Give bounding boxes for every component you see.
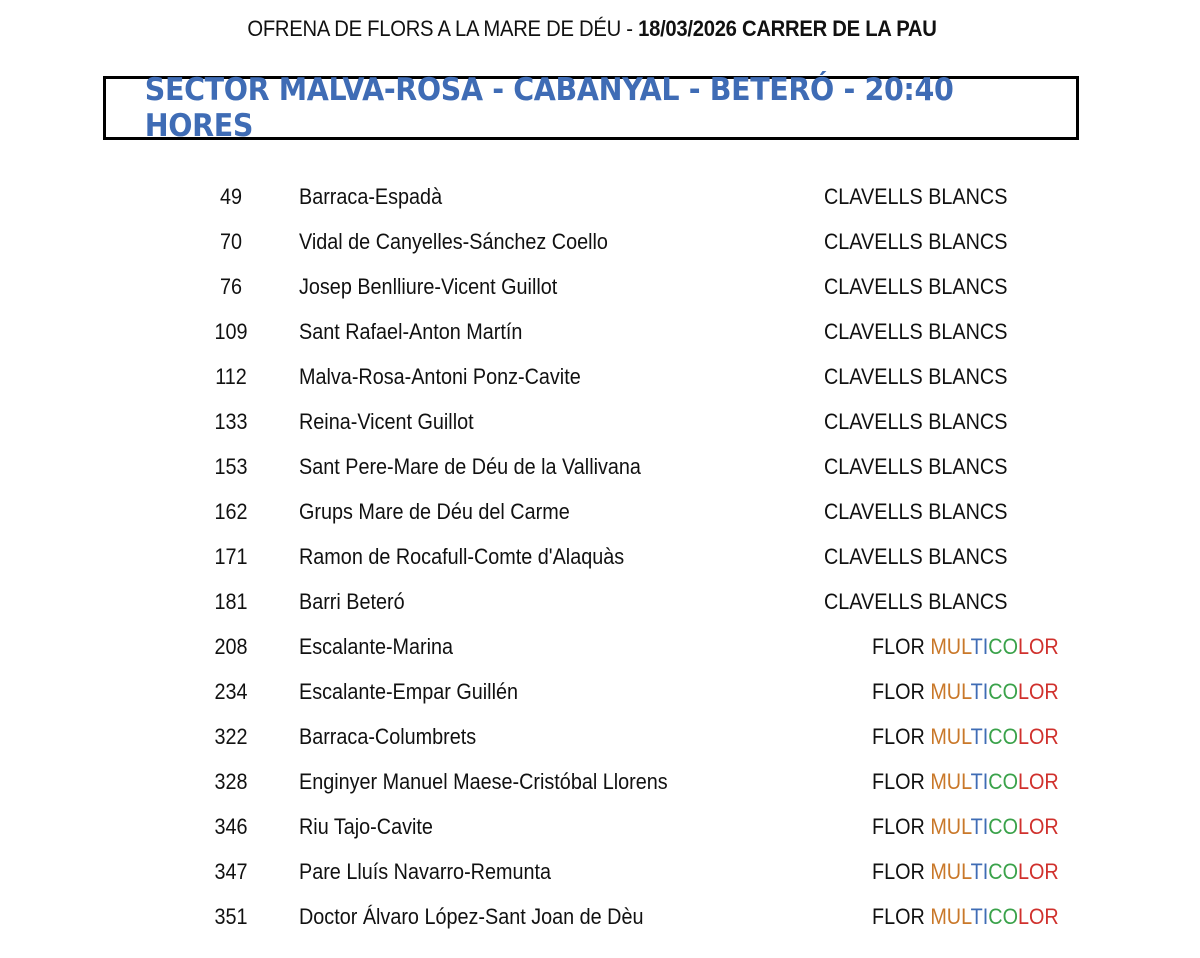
falla-number: 322 (214, 724, 248, 749)
multicolor-segment: LOR (1017, 904, 1059, 929)
multicolor-segment: CO (988, 634, 1018, 659)
list-item (0, 722, 1200, 752)
list-item (0, 632, 1200, 662)
flower-type-white: CLAVELLS BLANCS (824, 184, 1008, 209)
falla-name: Malva-Rosa-Antoni Ponz-Cavite (299, 364, 581, 389)
list-item (0, 857, 1200, 887)
list-item (0, 362, 1200, 392)
multicolor-segment: TI (970, 859, 989, 884)
flower-type-multicolor (872, 677, 1059, 707)
multicolor-segment: TI (970, 679, 989, 704)
flower-type-multicolor (872, 767, 1059, 797)
flower-prefix: FLOR (872, 904, 931, 929)
flower-type-white: CLAVELLS BLANCS (824, 229, 1008, 254)
multicolor-segment: CO (988, 679, 1018, 704)
list-item (0, 497, 1200, 527)
multicolor-segment: LOR (1017, 679, 1059, 704)
falla-name: Barraca-Columbrets (299, 724, 477, 749)
multicolor-segment: CO (988, 859, 1018, 884)
multicolor-segment: LOR (1017, 769, 1059, 794)
multicolor-segment: MUL (930, 904, 971, 929)
multicolor-segment: MUL (930, 814, 971, 839)
multicolor-segment: CO (988, 769, 1018, 794)
flower-prefix: FLOR (872, 634, 931, 659)
flower-type-multicolor (872, 722, 1059, 752)
flower-prefix: FLOR (872, 859, 931, 884)
falla-name: Pare Lluís Navarro-Remunta (299, 859, 552, 884)
multicolor-segment: MUL (930, 769, 971, 794)
falla-name: Escalante-Marina (299, 634, 454, 659)
multicolor-segment: CO (988, 814, 1018, 839)
multicolor-segment: MUL (930, 634, 971, 659)
falla-name: Escalante-Empar Guillén (299, 679, 519, 704)
multicolor-segment: MUL (930, 679, 971, 704)
list-item (0, 272, 1200, 302)
falla-number: 351 (214, 904, 248, 929)
flower-type-white: CLAVELLS BLANCS (824, 589, 1008, 614)
multicolor-segment: MUL (930, 724, 971, 749)
multicolor-segment: TI (970, 904, 989, 929)
multicolor-segment: MUL (930, 859, 971, 884)
falla-number: 162 (214, 499, 248, 524)
list-item (0, 227, 1200, 257)
flower-type-white: CLAVELLS BLANCS (824, 499, 1008, 524)
falla-number: 133 (214, 409, 248, 434)
sector-box (103, 72, 1079, 144)
flower-type-multicolor (872, 812, 1059, 842)
falla-number: 346 (214, 814, 248, 839)
sector-title: SECTOR MALVA-ROSA - CABANYAL - BETERÓ - 20:40 HORES (144, 72, 954, 144)
list-item (0, 767, 1200, 797)
multicolor-segment: TI (970, 769, 989, 794)
flower-prefix: FLOR (872, 679, 931, 704)
list-item (0, 317, 1200, 347)
flower-prefix: FLOR (872, 724, 931, 749)
falla-name: Doctor Álvaro López-Sant Joan de Dèu (299, 904, 644, 929)
page-title (47, 16, 1136, 42)
falla-number: 347 (214, 859, 248, 884)
falla-name: Barri Beteró (299, 589, 405, 614)
falla-name: Sant Pere-Mare de Déu de la Vallivana (299, 454, 641, 479)
flower-type-white: CLAVELLS BLANCS (824, 544, 1008, 569)
multicolor-segment: TI (970, 814, 989, 839)
falla-number: 49 (219, 184, 243, 209)
falla-name: Ramon de Rocafull-Comte d'Alaquàs (299, 544, 625, 569)
flower-type-multicolor (872, 632, 1059, 662)
falla-name: Barraca-Espadà (299, 184, 443, 209)
falla-number: 208 (214, 634, 248, 659)
page-title-event: OFRENA DE FLORS A LA MARE DE DÉU - (247, 16, 639, 41)
flower-type-white: CLAVELLS BLANCS (824, 274, 1008, 299)
falla-name: Enginyer Manuel Maese-Cristóbal Llorens (299, 769, 668, 794)
falla-number: 171 (214, 544, 248, 569)
list-item (0, 182, 1200, 212)
page-title-date-place: 18/03/2026 CARRER DE LA PAU (638, 16, 937, 41)
falla-name: Vidal de Canyelles-Sánchez Coello (299, 229, 608, 254)
multicolor-segment: CO (988, 904, 1018, 929)
list-item (0, 452, 1200, 482)
falla-name: Josep Benlliure-Vicent Guillot (299, 274, 558, 299)
list-item (0, 902, 1200, 932)
flower-type-white: CLAVELLS BLANCS (824, 319, 1008, 344)
falla-number: 76 (219, 274, 243, 299)
falla-number: 70 (219, 229, 243, 254)
multicolor-segment: TI (970, 724, 989, 749)
list-item (0, 542, 1200, 572)
falla-number: 153 (214, 454, 248, 479)
multicolor-segment: CO (988, 724, 1018, 749)
falla-number: 234 (214, 679, 248, 704)
list-item (0, 407, 1200, 437)
falla-name: Grups Mare de Déu del Carme (299, 499, 570, 524)
falla-name: Reina-Vicent Guillot (299, 409, 474, 434)
list-item (0, 812, 1200, 842)
flower-type-multicolor (872, 902, 1059, 932)
multicolor-segment: LOR (1017, 859, 1059, 884)
list-item (0, 587, 1200, 617)
multicolor-segment: LOR (1017, 634, 1059, 659)
falla-number: 109 (214, 319, 248, 344)
falla-name: Sant Rafael-Anton Martín (299, 319, 523, 344)
flower-type-white: CLAVELLS BLANCS (824, 454, 1008, 479)
flower-type-white: CLAVELLS BLANCS (824, 364, 1008, 389)
flower-type-white: CLAVELLS BLANCS (824, 409, 1008, 434)
list-item (0, 677, 1200, 707)
multicolor-segment: LOR (1017, 814, 1059, 839)
multicolor-segment: LOR (1017, 724, 1059, 749)
falla-name: Riu Tajo-Cavite (299, 814, 433, 839)
falla-number: 181 (214, 589, 248, 614)
falla-number: 328 (214, 769, 248, 794)
flower-prefix: FLOR (872, 814, 931, 839)
falla-number: 112 (215, 364, 247, 389)
multicolor-segment: TI (970, 634, 989, 659)
flower-prefix: FLOR (872, 769, 931, 794)
flower-type-multicolor (872, 857, 1059, 887)
